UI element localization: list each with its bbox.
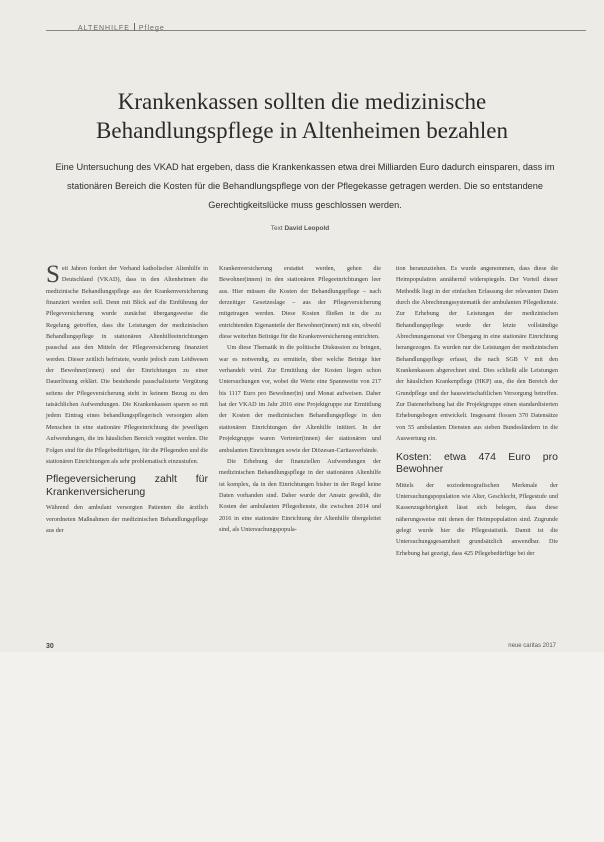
paragraph-text: eit Jahren fordert der Verband katholischer Altenhilfe in Deutschland (VKAD), dass in den Altenheimen die medizinische Behandlungspflege aus der Krankenversicherung finanziert werden soll. Denn mit Blick auf die Einführung der Pflegeversicherung wurde zunächst übergangsweise die Regelung getroffen, dass die Leistungen der medizinischen Behandlungspflege in stationären Altenhilfeeinrichtungen pauschal aus den Mitteln der Pflegeversicherung finanziert werden. Dieser zeitlich befristete, wurde jedoch zum Leidwesen der Bewohner(innen) und der Einrichtungen zu einer Dauerlösung erklärt. Die bestehende pauschalisierte Vergütung seitens der Pflegeversicherung steht in keinem Bezug zu den tatsächlichen Aufwendungen. Die Krankenkassen sparen so mit jedem Eintrag eines behandlungspflegerisch versorgten alten Menschen in eine stationäre Pflegeeinrichtung die jeweiligen Aufwendungen, die im häuslichen Bereich vergütet werden. Die Folgen sind für die Pflegebedürftigen, für die Pflegenden und die stationären Einrichtungen als sehr problematisch einzustufen. [46,265,208,465]
publication-footer: neue caritas 2017 [508,643,556,649]
text-column-3 [396,263,558,559]
paragraph: Krankenversicherung erstattet werden, gehen die Bewohner(innen) in den stationären Pflegeeinrichtungen leer aus. Hier müssen die Kosten der Behandlungspflege – nach derzeitiger Gesetzeslage – aus der Pflegeversicherung mitgetragen werden. Diese Kosten fließen in die zu entrichtenden Eigenanteile der Bewohner(innen) mit ein, obwohl diese weiterhin Beiträge für die Krankenversicherung entrichten. [219,265,381,341]
subheading: Kosten: etwa 474 Euro pro Bewohner [396,450,558,475]
article-title: Krankenkassen sollten die medizinische Behandlungspflege in Altenheimen bezahlen [96,89,508,143]
byline [200,225,400,232]
paragraph: Um diese Thematik in die politische Diskussion zu bringen, war es notwendig, zu ermitteln, über welche Beträge hier verhandelt wird. Zur Ermittlung der Kosten liegen schon Untersuchungen vor, wobei die Werte eine Spannweite von 217 bis 1117 Euro pro Bewohner(in) und Monat aufweisen. Daher hat der VKAD im Jahr 2016 eine Projektgruppe zur Ermittlung der Kosten der medizinischen Behandlungspflege in den stationären Einrichtungen der Altenhilfe initiiert. In der Projektgruppe waren Vertreter(innen) der stationären und ambulanten Einrichtungen sowie der Diözesan-Caritasverbände. [219,344,381,454]
paragraph [46,263,208,467]
article-lead: Eine Untersuchung des VKAD hat ergeben, dass die Krankenkassen etwa drei Milliarden Euro dadurch einsparen, dass im stationären Bereich die Kosten für die Behandlungspflege von der Pflegekasse getragen werden. Die so entstandene Gerechtigkeitslücke muss geschlossen werden. [55,162,555,210]
paragraph: Während den ambulant versorgten Patienten die ärztlich verordneten Maßnahmen der medizinischen Behandlungspflege aus der [46,504,208,534]
running-head-section: ALTENHILFE [78,25,130,32]
text-column-1 [46,263,208,536]
paragraph: Mittels der soziodemografischen Merkmale der Untersuchungspopulation wie Alter, Geschlecht, Pflegestufe und Kassenzugehörigkeit lässt sich belegen, dass diese näherungsweise mit denen der Heimpopulation sind. Zugrunde gelegt wurde hier die Pflegestatistik. Damit ist die Untersuchungsgesamtheit grundsätzlich anwendbar. Die Erhebung hat gezeigt, dass 425 Pflegebedürftige bei der [396,481,558,557]
paragraph: tion heranzuziehen. Es wurde angenommen, dass diese die Heimpopulation annähernd widerspiegeln. Der Vorteil dieser Methodik liegt in der einfachen Erfassung der relevanten Daten durch die Abrechnungssystematik der ambulanten Pflegedienste. Zur Erhebung der Leistungen der medizinischen Behandlungspflege wurde der letzte vollständige Abrechnungsmonat vor Übergang in eine stationäre Einrichtung herangezogen. Es wurden nur die Leistungen der medizinischen Behandlungspflege erfasst, die nach SGB V mit den Krankenkassen abgerechnet sind. Dies schließt alle Leistungen der häuslichen Krankenpflege (HKP) aus, die den Bereich der Grundpflege und der hauswirtschaftlichen Versorgung betreffen. Zur Datenerhebung hat die Projektgruppe einen standardisierten Erhebungsbogen entwickelt. Insgesamt flossen 370 Datensätze von 55 ambulanten Diensten aus sieben Bundesländern in die Auswertung ein. [396,265,558,443]
drop-cap: S [46,261,60,288]
running-head-subsection: Pflege [138,25,165,32]
page-number: 30 [46,643,54,650]
running-head-separator [134,23,135,31]
paragraph: Die Erhebung der finanziellen Aufwendungen der medizinischen Behandlungspflege in der stationären Altenhilfe ist komplex, da in den Einrichtungen bisher in der Regel keine Daten vorhanden sind. Daher wurde der Ansatz gewählt, die Kosten der ambulanten Pflegedienste, die zwischen 2014 und 2016 in eine stationäre Einrichtung der Altenhilfe übergeleitet sind, als Untersuchungspopula- [219,457,381,533]
byline-prefix: Text [270,225,283,232]
running-head [78,23,165,32]
subheading: Pflegeversicherung zahlt für Krankenversicherung [46,473,208,498]
byline-author: David Leopold [284,225,330,232]
page-bottom-margin [0,652,604,842]
text-column-2 [219,263,381,535]
